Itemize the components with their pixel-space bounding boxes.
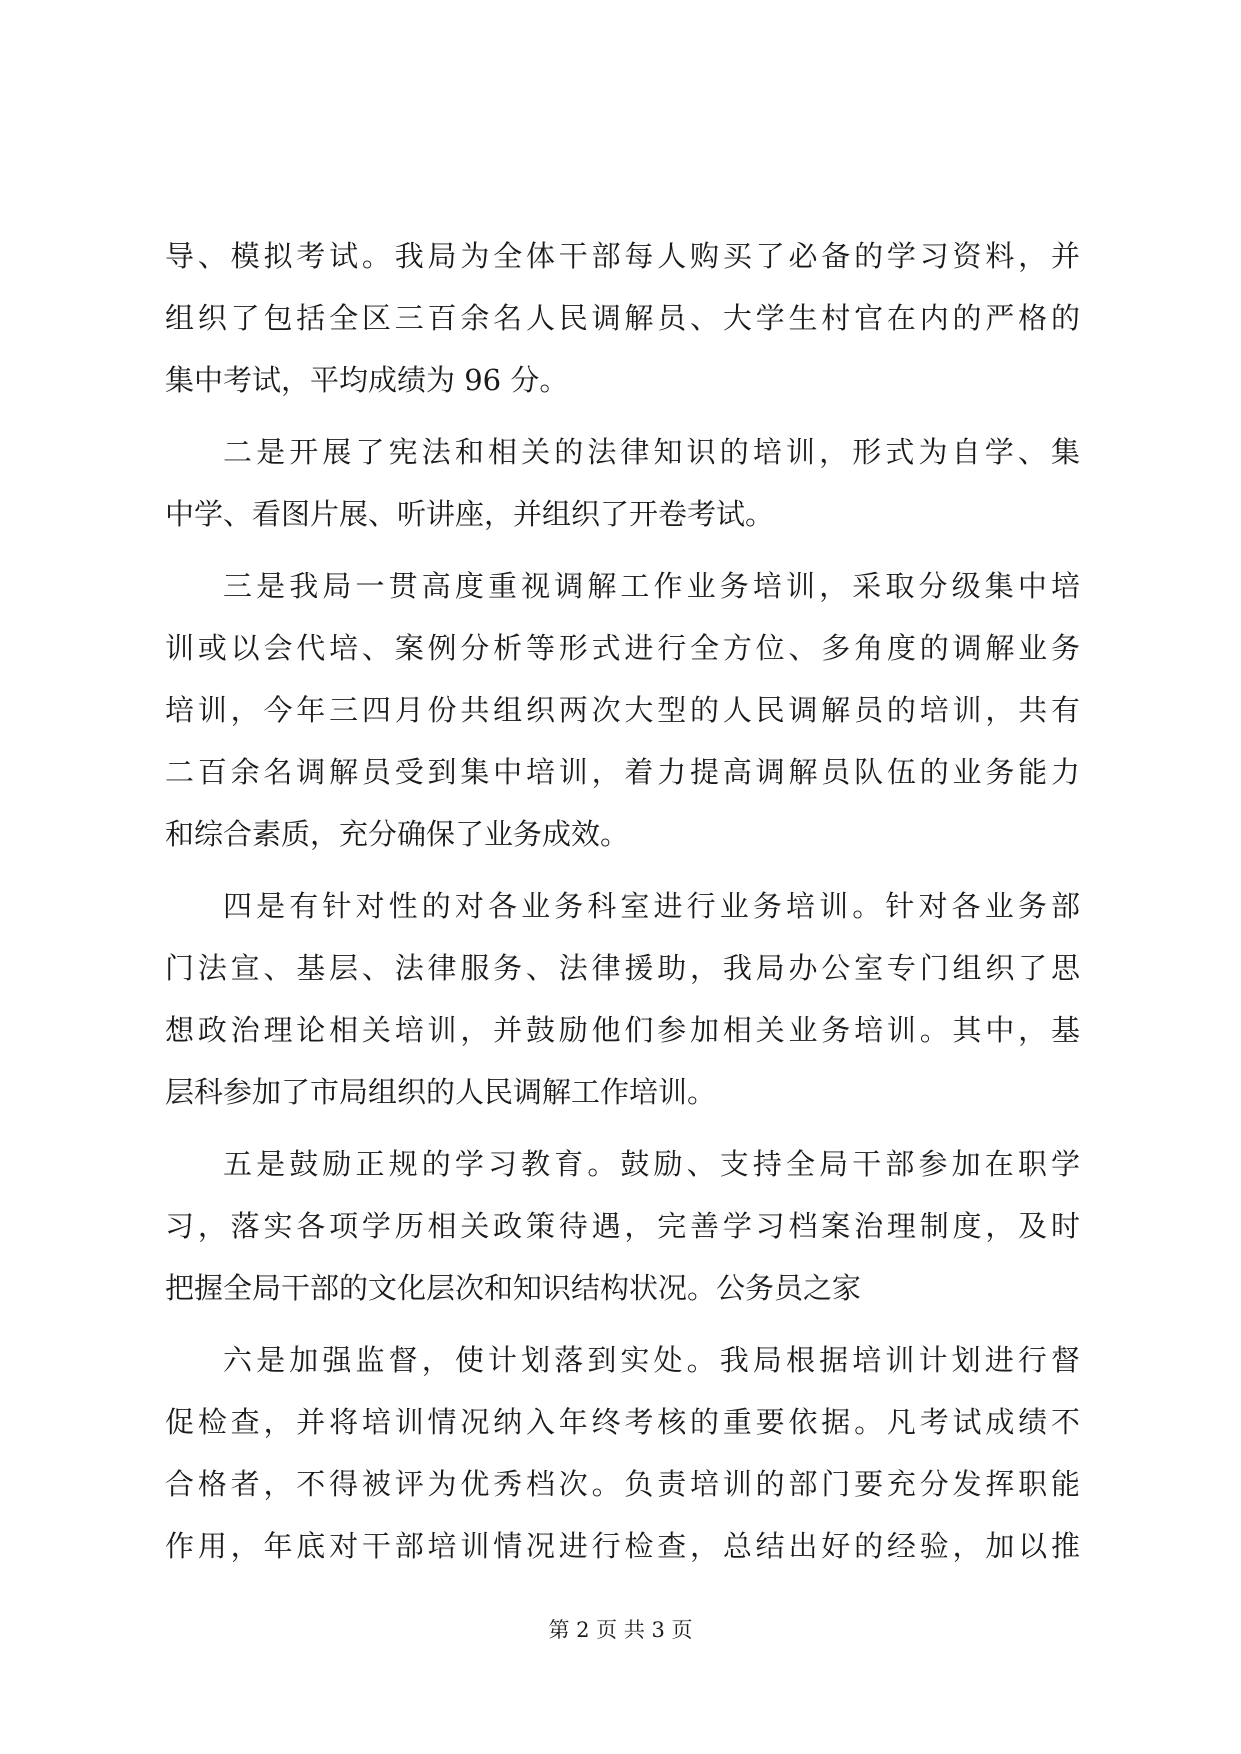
text-line: 门法宣、基层、法律服务、法律援助，我局办公室专门组织了思 [165,951,1080,985]
text-line: 中学、看图片展、听讲座，并组织了开卷考试。 [165,497,775,531]
text-line: 作用，年底对干部培训情况进行检查，总结出好的经验，加以推 [165,1529,1080,1563]
paragraph-3 [165,555,1080,865]
page-footer [0,1615,1241,1645]
paragraph-4 [165,875,1080,1123]
page-number-label: 第 2 页 共 3 页 [548,1618,693,1642]
paragraph-1 [165,225,1080,411]
text-line: 二是开展了宪法和相关的法律知识的培训，形式为自学、集 [223,435,1080,469]
text-line: 促检查，并将培训情况纳入年终考核的重要依据。凡考试成绩不 [165,1405,1080,1439]
text-line: 六是加强监督，使计划落到实处。我局根据培训计划进行督 [223,1343,1080,1377]
text-line: 二百余名调解员受到集中培训，着力提高调解员队伍的业务能力 [165,755,1080,789]
text-line: 五是鼓励正规的学习教育。鼓励、支持全局干部参加在职学 [223,1147,1080,1181]
text-line: 导、模拟考试。我局为全体干部每人购买了必备的学习资料，并 [165,239,1080,273]
text-line: 组织了包括全区三百余名人民调解员、大学生村官在内的严格的 [165,301,1080,335]
text-line: 集中考试，平均成绩为 96 分。 [165,363,569,397]
text-line: 合格者，不得被评为优秀档次。负责培训的部门要充分发挥职能 [165,1467,1080,1501]
paragraph-2 [165,421,1080,545]
text-line: 习，落实各项学历相关政策待遇，完善学习档案治理制度，及时 [165,1209,1080,1243]
paragraph-5 [165,1133,1080,1319]
text-line: 四是有针对性的对各业务科室进行业务培训。针对各业务部 [223,889,1080,923]
text-line: 三是我局一贯高度重视调解工作业务培训，采取分级集中培 [223,569,1080,603]
text-line: 想政治理论相关培训，并鼓励他们参加相关业务培训。其中，基 [165,1013,1080,1047]
text-line: 训或以会代培、案例分析等形式进行全方位、多角度的调解业务 [165,631,1080,665]
text-line: 层科参加了市局组织的人民调解工作培训。 [165,1075,717,1109]
text-line: 和综合素质，充分确保了业务成效。 [165,817,630,851]
text-line: 培训，今年三四月份共组织两次大型的人民调解员的培训，共有 [165,693,1080,727]
text-line: 把握全局干部的文化层次和知识结构状况。公务员之家 [165,1271,862,1305]
document-body [165,225,1080,1577]
paragraph-6 [165,1329,1080,1577]
